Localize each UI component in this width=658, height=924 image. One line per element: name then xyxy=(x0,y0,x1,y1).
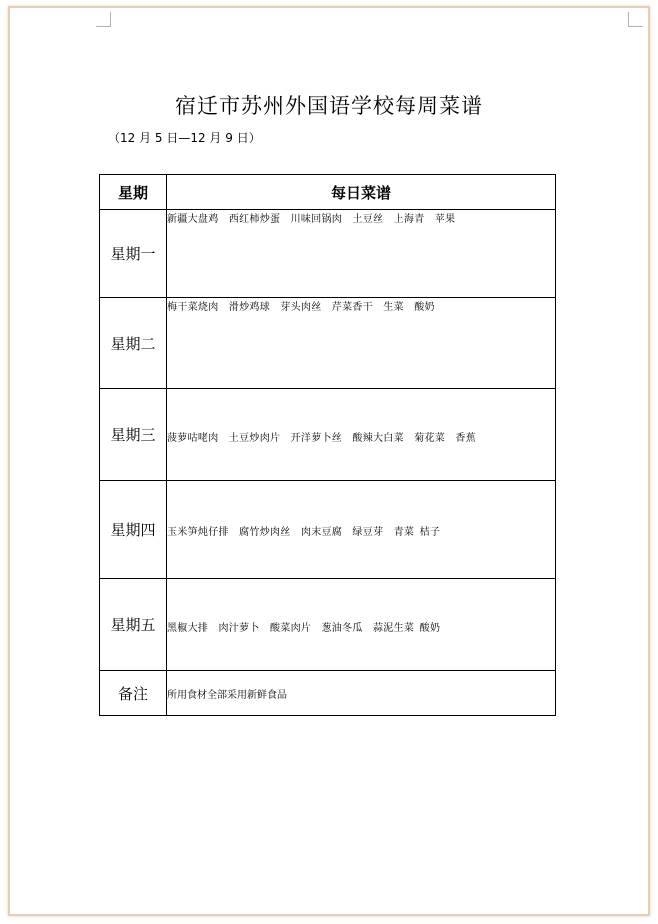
margin-corner-mark xyxy=(96,12,111,27)
dishes-cell: 新疆大盘鸡 西红柿炒蛋 川味回锅肉 土豆丝 上海青 苹果 xyxy=(167,210,556,298)
table-row xyxy=(100,481,556,579)
dishes-cell: 黑椒大排 肉汁萝卜 酸菜肉片 葱油冬瓜 蒜泥生菜 酸奶 xyxy=(167,579,556,671)
day-cell: 星期三 xyxy=(100,389,167,481)
dishes-cell: 梅干菜烧肉 滑炒鸡球 芽头肉丝 芹菜香干 生菜 酸奶 xyxy=(167,298,556,389)
table-row xyxy=(100,298,556,389)
note-text: 所用食材全部采用新鲜食品 xyxy=(167,671,556,716)
day-cell: 星期一 xyxy=(100,210,167,298)
table-row-note xyxy=(100,671,556,716)
day-cell: 星期五 xyxy=(100,579,167,671)
table-row xyxy=(100,389,556,481)
note-label: 备注 xyxy=(100,671,167,716)
date-range: （12 月 5 日—12 月 9 日） xyxy=(108,131,261,145)
day-cell: 星期二 xyxy=(100,298,167,389)
table-row xyxy=(100,210,556,298)
margin-corner-mark xyxy=(628,12,643,27)
menu-table xyxy=(99,174,556,716)
dishes-cell: 玉米笋炖仔排 腐竹炒肉丝 肉末豆腐 绿豆芽 青菜 桔子 xyxy=(167,481,556,579)
dishes-cell: 菠萝咕咾肉 土豆炒肉片 开洋萝卜丝 酸辣大白菜 菊花菜 香蕉 xyxy=(167,389,556,481)
day-cell: 星期四 xyxy=(100,481,167,579)
page-title: 宿迁市苏州外国语学校每周菜谱 xyxy=(175,94,483,118)
header-day: 星期 xyxy=(100,175,167,210)
table-header-row xyxy=(100,175,556,210)
header-menu: 每日菜谱 xyxy=(167,175,556,210)
table-row xyxy=(100,579,556,671)
